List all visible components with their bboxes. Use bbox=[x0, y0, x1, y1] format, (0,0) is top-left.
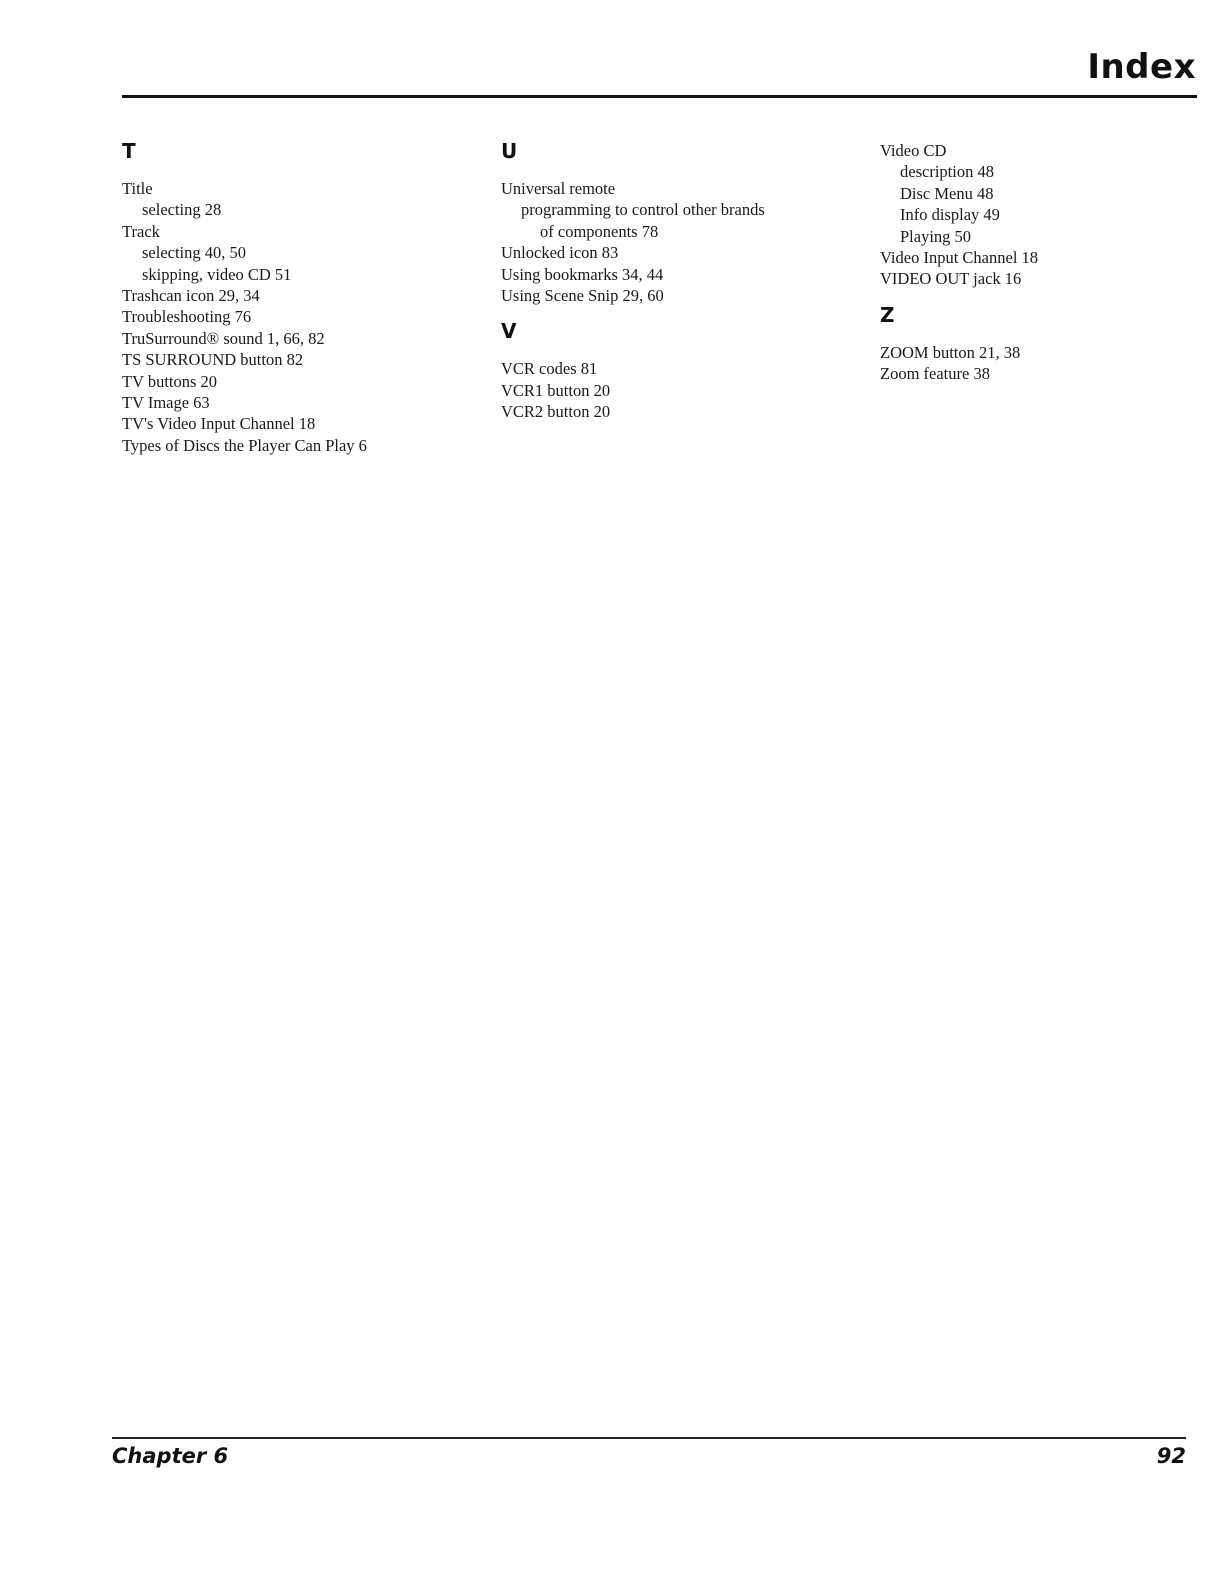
index-entry: TV's Video Input Channel 18 bbox=[122, 414, 316, 434]
index-section bbox=[880, 302, 1200, 385]
index-entry: TruSurround® sound 1, 66, 82 bbox=[122, 328, 325, 348]
index-entry: TV buttons 20 bbox=[122, 371, 218, 391]
index-entry: VCR2 button 20 bbox=[501, 402, 611, 422]
index-entry: description 48 bbox=[900, 162, 994, 182]
index-entry: VCR codes 81 bbox=[501, 359, 598, 379]
index-entry: Disc Menu 48 bbox=[900, 183, 994, 203]
index-entry: Zoom feature 38 bbox=[880, 364, 990, 384]
chapter-label: Chapter 6 bbox=[112, 1444, 229, 1468]
index-entry: Using Scene Snip 29, 60 bbox=[501, 286, 664, 306]
index-entry: Universal remote bbox=[501, 179, 616, 198]
index-section bbox=[501, 318, 831, 422]
index-entry: Using bookmarks 34, 44 bbox=[501, 264, 664, 284]
index-entry: TS SURROUND button 82 bbox=[122, 350, 304, 370]
index-entry: TV Image 63 bbox=[122, 393, 210, 413]
index-entry: Info display 49 bbox=[900, 205, 1000, 225]
index-entry: programming to control other brands bbox=[521, 200, 765, 220]
index-entry: selecting 40, 50 bbox=[142, 243, 247, 263]
index-entry: Trashcan icon 29, 34 bbox=[122, 286, 260, 306]
footer-rule bbox=[112, 1437, 1186, 1439]
index-entry: skipping, video CD 51 bbox=[142, 264, 292, 284]
index-column-2 bbox=[501, 138, 831, 423]
index-entry: VCR1 button 20 bbox=[501, 380, 611, 400]
index-entry: Troubleshooting 76 bbox=[122, 307, 252, 327]
index-entry: Types of Discs the Player Can Play 6 bbox=[122, 435, 367, 455]
index-entry: ZOOM button 21, 38 bbox=[880, 342, 1021, 362]
section-letter: T bbox=[122, 139, 136, 163]
index-section bbox=[880, 140, 1200, 290]
index-entry: VIDEO OUT jack 16 bbox=[880, 269, 1022, 289]
index-entry: Track bbox=[122, 221, 160, 241]
index-entry: of components 78 bbox=[540, 221, 659, 241]
index-section bbox=[122, 138, 452, 456]
page-number: 92 bbox=[1156, 1444, 1186, 1468]
index-section bbox=[501, 138, 831, 306]
index-entry: Video Input Channel 18 bbox=[880, 248, 1039, 268]
index-column-1 bbox=[122, 138, 452, 456]
section-letter: Z bbox=[880, 302, 895, 327]
page-title: Index bbox=[1087, 47, 1196, 87]
index-column-3 bbox=[880, 138, 1200, 385]
index-entry: selecting 28 bbox=[142, 200, 222, 220]
index-entry: Title bbox=[122, 179, 153, 198]
index-entry: Playing 50 bbox=[900, 226, 972, 246]
header-rule bbox=[122, 95, 1197, 98]
section-letter: U bbox=[501, 139, 518, 163]
index-entry: Unlocked icon 83 bbox=[501, 243, 619, 263]
section-letter: V bbox=[501, 319, 517, 344]
index-entry: Video CD bbox=[880, 141, 947, 160]
